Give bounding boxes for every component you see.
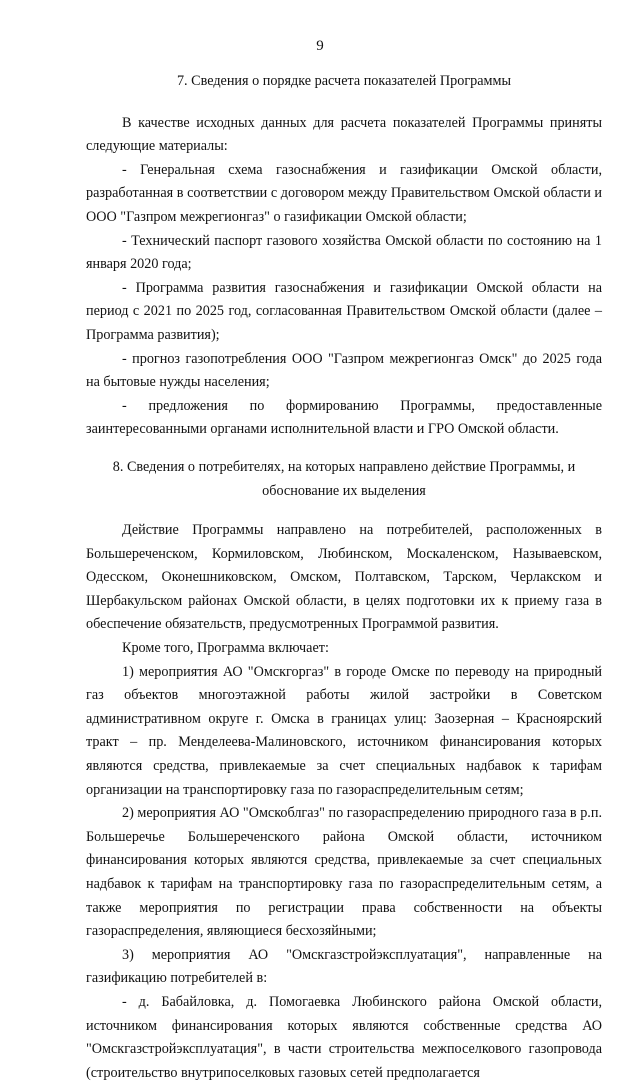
section-8-heading-line: обоснование их выделения	[262, 482, 426, 499]
section-8-list-item: - д. Бабайловка, д. Помогаевка Любинского района Омской области, источником финансирования которых являются собственные средства АО "Омскгазстройэксплуатация", в части строительства межпоселкового газопровода (строительство внутрипоселковых газовых сетей предполагается	[86, 993, 602, 1081]
section-8-list-item: 1) мероприятия АО "Омскгоргаз" в городе Омске по переводу на природный газ объектов многоэтажной работы жилой застройки в Советском административном округе г. Омска в границах улиц: Заозерная – Красноярский тракт – пр. Менделеева-Малиновского, источником финансирования которых являются средства, привлекаемые за счет специальных надбавок к тарифам организации на транспортировку газа по газораспределительным сетям;	[86, 663, 602, 798]
page-content	[86, 70, 602, 1085]
section-8-list-item: 3) мероприятия АО "Омскгазстройэксплуатация", направленные на газификацию потребителей в:	[86, 946, 602, 987]
section-7-list-item: - Технический паспорт газового хозяйства Омской области по состоянию на 1 января 2020 года;	[86, 232, 602, 273]
section-7-list-item: - Генеральная схема газоснабжения и газификации Омской области, разработанная в соответствии с договором между Правительством Омской области и ООО "Газпром межрегионгаз" о газификации Омской области;	[86, 161, 602, 225]
section-8-list-item: 2) мероприятия АО "Омскоблгаз" по газораспределению природного газа в р.п. Большеречье Большереченского района Омской области, источником финансирования которых являются средства, привлекаемые за счет специальных надбавок к тарифам на транспортировку газа по газораспределительным сетям, а также мероприятия по регистрации права собственности на объекты газораспределения, являющиеся бесхозяйными;	[86, 805, 602, 940]
section-7-heading: 7. Сведения о порядке расчета показателей Программы	[176, 73, 512, 89]
section-7-list-item: - прогноз газопотребления ООО "Газпром межрегионгаз Омск" до 2025 года на бытовые нужды населения;	[86, 350, 602, 391]
section-7-paragraph: В качестве исходных данных для расчета показателей Программы приняты следующие материалы:	[86, 114, 602, 155]
section-7-list-item: - Программа развития газоснабжения и газификации Омской области на период с 2021 по 2025 год, согласованная Правительством Омской области (далее – Программа развития);	[86, 279, 602, 343]
section-8-heading-line: 8. Сведения о потребителях, на которых направлено действие Программы, и	[112, 458, 576, 475]
section-8-paragraph: Кроме того, Программа включает:	[122, 640, 329, 657]
page-number: 9	[316, 38, 324, 54]
section-8-heading	[86, 456, 602, 503]
section-8-paragraph: Действие Программы направлено на потребителей, расположенных в Большереченском, Кормиловском, Любинском, Москаленском, Называевском, Одесском, Оконешниковском, Омском, Полтавском, Тарском, Черлакском и Шербакульском районах Омской области, в целях подготовки их к приему газа в обеспечение обязательств, предусмотренных Программой развития.	[86, 522, 602, 633]
section-7-list-item: - предложения по формированию Программы, предоставленные заинтересованными органами исполнительной власти и ГРО Омской области.	[86, 397, 602, 438]
